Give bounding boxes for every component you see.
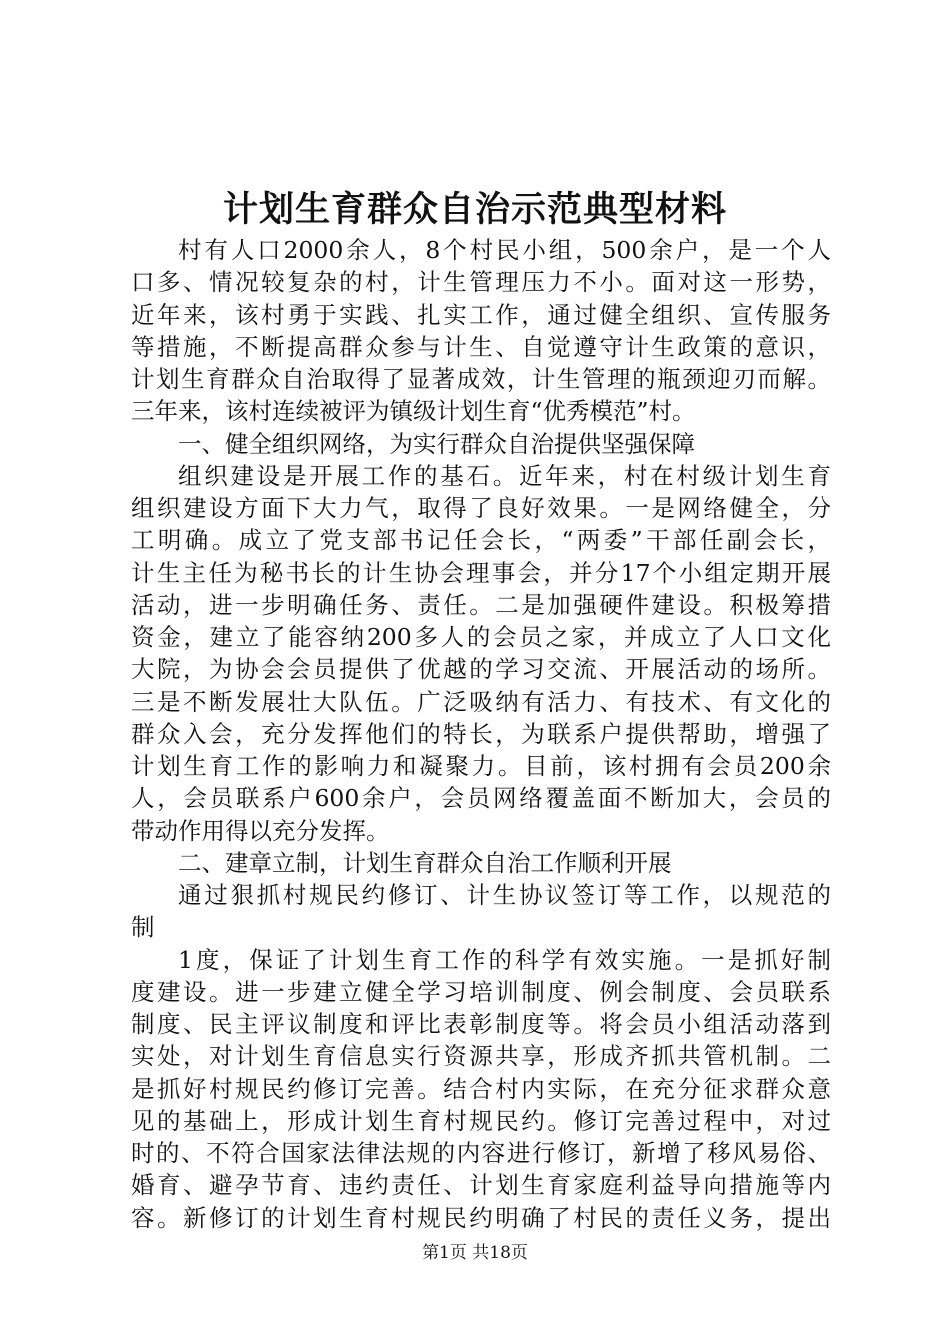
text-line: 实处，对计划生育信息实行资源共享，形成齐抓共管机制。二 xyxy=(131,1042,831,1071)
text-line: 婚育、避孕节育、违约责任、计划生育家庭利益导向措施等内 xyxy=(131,1171,831,1200)
text-line: 一、健全组织网络，为实行群众自治提供坚强保障 xyxy=(178,429,695,458)
text-line: 人，会员联系户600余户，会员网络覆盖面不断加大，会员的 xyxy=(131,784,831,813)
text-line: 计生主任为秘书长的计生协会理事会，并分17个小组定期开展 xyxy=(131,558,831,587)
text-line: 度建设。进一步建立健全学习培训制度、例会制度、会员联系 xyxy=(131,977,831,1006)
text-line: 群众入会，充分发挥他们的特长，为联系户提供帮助，增强了 xyxy=(131,719,831,748)
text-line: 制度、民主评议制度和评比表彰制度等。将会员小组活动落到 xyxy=(131,1010,831,1038)
text-line: 计划生育群众自治取得了显著成效，计生管理的瓶颈迎刃而解。 xyxy=(131,365,831,393)
text-line: 组织建设是开展工作的基石。近年来，村在村级计划生育 xyxy=(178,461,831,490)
text-line: 通过狠抓村规民约修订、计生协议签订等工作，以规范的 xyxy=(178,881,831,909)
text-line: 带动作用得以充分发挥。 xyxy=(131,816,390,845)
text-line: 时的、不符合国家法律法规的内容进行修订，新增了移风易俗、 xyxy=(131,1139,831,1167)
text-line: 口多、情况较复杂的村，计生管理压力不小。面对这一形势， xyxy=(131,268,831,297)
text-line: 工明确。成立了党支部书记任会长，“两委”干部任副会长， xyxy=(131,526,831,555)
text-line: 三是不断发展壮大队伍。广泛吸纳有活力、有技术、有文化的 xyxy=(131,687,831,716)
text-line: 二、建章立制，计划生育群众自治工作顺利开展 xyxy=(178,848,672,877)
text-line: 村有人口2000余人，8个村民小组，500余户，是一个人 xyxy=(178,236,831,264)
text-line: 见的基础上，形成计划生育村规民约。修订完善过程中，对过 xyxy=(131,1106,831,1135)
text-line: 制 xyxy=(131,913,155,942)
text-line: 1度，保证了计划生育工作的科学有效实施。一是抓好制 xyxy=(178,945,831,974)
page-footer: 第1页 共18页 xyxy=(422,1243,528,1263)
text-line: 等措施，不断提高群众参与计生、自觉遵守计生政策的意识， xyxy=(131,332,831,361)
text-line: 活动，进一步明确任务、责任。二是加强硬件建设。积极筹措 xyxy=(131,590,831,619)
document-body xyxy=(131,234,831,1234)
text-line: 三年来，该村连续被评为镇级计划生育“优秀模范”村。 xyxy=(131,397,696,426)
text-line: 是抓好村规民约修订完善。结合村内实际，在充分征求群众意 xyxy=(131,1074,831,1103)
text-line: 容。新修订的计划生育村规民约明确了村民的责任义务，提出 xyxy=(131,1203,831,1232)
document-title: 计划生育群众自治示范典型材料 xyxy=(222,189,727,230)
text-line: 资金，建立了能容纳200多人的会员之家，并成立了人口文化 xyxy=(131,623,831,651)
text-line: 近年来，该村勇于实践、扎实工作，通过健全组织、宣传服务 xyxy=(131,300,831,329)
text-line: 计划生育工作的影响力和凝聚力。目前，该村拥有会员200余 xyxy=(131,752,831,780)
text-line: 组织建设方面下大力气，取得了良好效果。一是网络健全，分 xyxy=(131,494,831,522)
text-line: 大院，为协会会员提供了优越的学习交流、开展活动的场所。 xyxy=(131,655,831,684)
